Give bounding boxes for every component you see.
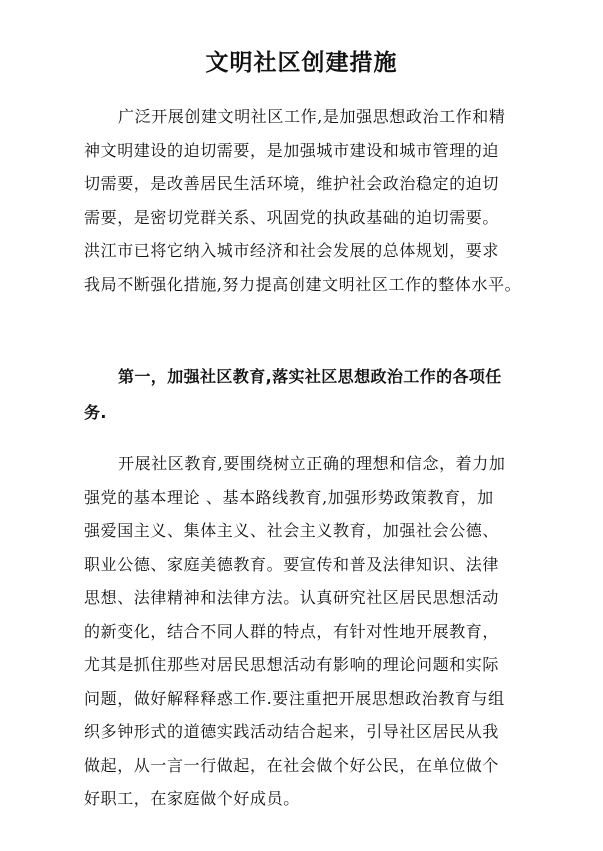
intro-line: 我局不断强化措施,努力提高创建文明社区工作的整体水平。 [84, 274, 522, 294]
intro-line: 广泛开展创建文明社区工作,是加强思想政治工作和精 [118, 107, 506, 126]
section-body-paragraph [84, 447, 554, 816]
intro-line: 神文明建设的迫切需要，是加强城市建设和城市管理的迫 [84, 140, 500, 160]
body-line: 开展社区教育,要围绕树立正确的理想和信念，着力加 [118, 454, 506, 473]
intro-line: 洪江市已将它纳入城市经济和社会发展的总体规划，要求 [84, 241, 500, 260]
body-line: 好职工，在家庭做个好成员。 [84, 789, 300, 808]
section-heading [84, 359, 554, 431]
intro-line: 切需要，是改善居民生活环境，维护社会政治稳定的迫切 [84, 174, 500, 193]
intro-line: 需要，是密切党群关系、巩固党的执政基础的迫切需要。 [84, 207, 500, 227]
section-heading-line: 务. [84, 403, 107, 422]
body-line: 的新变化，结合不同人群的特点，有针对性地开展教育， [84, 621, 500, 641]
body-line: 强爱国主义、集体主义、社会主义教育，加强社会公德、 [84, 521, 500, 540]
body-line: 问题，做好解释释惑工作.要注重把开展思想政治教育与组 [84, 688, 505, 708]
body-line: 织多钟形式的道德实践活动结合起来，引导社区居民从我 [84, 722, 500, 741]
body-line: 做起，从一言一行做起，在社会做个好公民，在单位做个 [84, 755, 500, 775]
intro-paragraph [84, 100, 554, 301]
section-heading-line: 第一，加强社区教育,落实社区思想政治工作的各项任 [118, 367, 502, 386]
body-line: 强党的基本理论 、基本路线教育,加强形势政策教育，加 [84, 487, 494, 507]
body-line: 思想、法律精神和法律方法。认真研究社区居民思想活动 [84, 588, 500, 607]
body-line: 职业公德、家庭美德教育。要宣传和普及法律知识、法律 [84, 554, 500, 574]
document-title: 文明社区创建措施 [205, 50, 398, 76]
body-line: 尤其是抓住那些对居民思想活动有影响的理论问题和实际 [84, 655, 500, 674]
